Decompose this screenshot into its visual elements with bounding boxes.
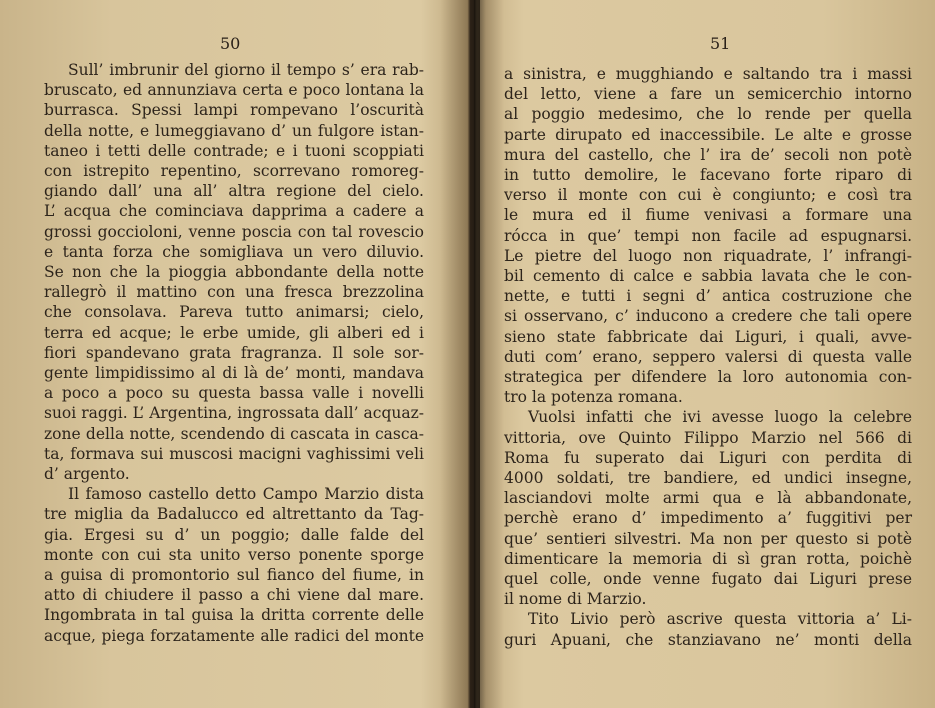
text-line: bil cemento di calce e sabbia lavata che le con- [504,267,912,286]
text-line: suoi raggi. L’ Argentina, ingrossata dall’ acquaz- [44,404,424,423]
left-page-text [44,60,424,646]
text-line: Roma fu superato dai Liguri con perdita di [504,448,912,467]
text-line: con istrepito repentino, scorrevano romoreg- [44,162,424,181]
text-line: d’ argento. [44,465,130,484]
text-line: verso il monte con cui è congiunto; e così tra [504,186,912,205]
text-line: Vuolsi infatti che ivi avesse luogo la celebre [528,408,912,427]
text-line: sieno state fabbricate dai Liguri, i quali, avve- [504,327,912,346]
text-line: il nome di Marzio. [504,590,647,609]
text-line: rallegrò il mattino con una fresca brezzolina [44,283,424,302]
text-line: tro la potenza romana. [504,388,683,407]
text-line: lasciandovi molte armi qua e là abbandonate, [504,489,912,508]
text-line: bruscato, ed annunziava certa e poco lontana la [44,81,424,100]
text-line: si osservano, c’ inducono a credere che tali opere [504,307,912,326]
right-page [474,0,935,708]
text-line: in tutto demolire, le facevano forte riparo di [504,166,912,185]
text-line: Il famoso castello detto Campo Marzio dista [68,485,424,504]
text-line: duti com’ erano, seppero valersi di questa valle [504,347,912,366]
text-line: mura del castello, che l’ ira de’ secoli non potè [504,145,912,164]
text-line: gia. Ergesi su d’ un poggio; dalle falde del [44,525,424,544]
text-line: fiori spandevano grata fragranza. Il sole sor- [44,343,424,362]
text-line: terra ed acque; le erbe umide, gli alberi ed i [44,323,424,342]
text-line: giando dall’ una all’ altra regione del cielo. [44,182,424,201]
text-line: guri Apuani, che stanziavano ne’ monti della [504,630,912,649]
text-line: burrasca. Spessi lampi rompevano l’oscurità [44,101,424,120]
text-line: ta, formava sui muscosi macigni vaghissimi veli [44,444,424,463]
text-line: zone della notte, scendendo di cascata in casca- [44,424,424,443]
text-line: tre miglia da Badalucco ed altrettanto da Tag- [44,505,424,524]
text-line: le mura ed il fiume venivasi a formare una [504,206,912,225]
text-line: dimenticare la memoria di sì gran rotta, poichè [504,549,912,568]
text-line: Tito Livio però ascrive questa vittoria a’ Li- [528,610,912,629]
text-line: a poco a poco su questa bassa valle i novelli [44,384,424,403]
text-line: taneo i tetti delle contrade; e i tuoni scoppiati [44,141,424,160]
text-line: parte dirupato ed inaccessibile. Le alte e grosse [504,125,912,144]
page-number-right: 51 [710,34,731,53]
text-line: atto di chiudere il passo a chi viene dal mare. [44,586,424,605]
text-line: Ingombrata in tal guisa la dritta corrente delle [44,606,424,625]
right-page-text [504,64,912,650]
text-line: della notte, e lumeggiavano d’ un fulgore istan- [44,121,424,140]
text-line: Le pietre del luogo non riquadrate, l’ infrangi- [504,246,912,265]
text-line: quel colle, onde venne fugato dai Liguri prese [504,570,912,589]
text-line: strategica per difendere la loro autonomia con- [504,368,912,387]
text-line: rócca in que’ tempi non facile ad espugnarsi. [504,226,912,245]
text-line: perchè erano d’ impedimento a’ fuggitivi per [504,509,912,528]
text-line: al poggio medesimo, che lo rende per quella [504,105,912,124]
text-line: gente limpidissimo al di là de’ monti, mandava [44,364,424,383]
text-line: a sinistra, e mugghiando e saltando tra i massi [504,65,912,83]
text-line: Se non che la pioggia abbondante della notte [44,263,424,282]
text-line: que’ sentieri silvestri. Ma non per questo si potè [504,529,912,548]
page-number-left: 50 [220,34,241,53]
text-line: che consolava. Pareva tutto animarsi; cielo, [44,303,424,322]
text-line: del letto, viene a fare un semicerchio intorno [504,85,912,104]
text-line: grossi goccioloni, venne poscia con tal rovescio [44,222,424,241]
text-line: e tanta forza che somigliava un vero diluvio. [44,242,424,261]
text-line: nette, e tutti i segni d’ antica costruzione che [504,287,912,306]
text-line: acque, piega forzatamente alle radici del monte [44,626,424,645]
text-line: 4000 soldati, tre bandiere, ed undici insegne, [504,469,912,488]
text-line: Sull’ imbrunir del giorno il tempo s’ era rab- [68,61,424,79]
text-line: monte con cui sta unito verso ponente sporge [44,545,424,564]
text-line: a guisa di promontorio sul fianco del fiume, in [44,566,424,585]
text-line: L’ acqua che cominciava dapprima a cadere a [44,202,424,221]
text-line: vittoria, ove Quinto Filippo Marzio nel 566 di [504,428,912,447]
